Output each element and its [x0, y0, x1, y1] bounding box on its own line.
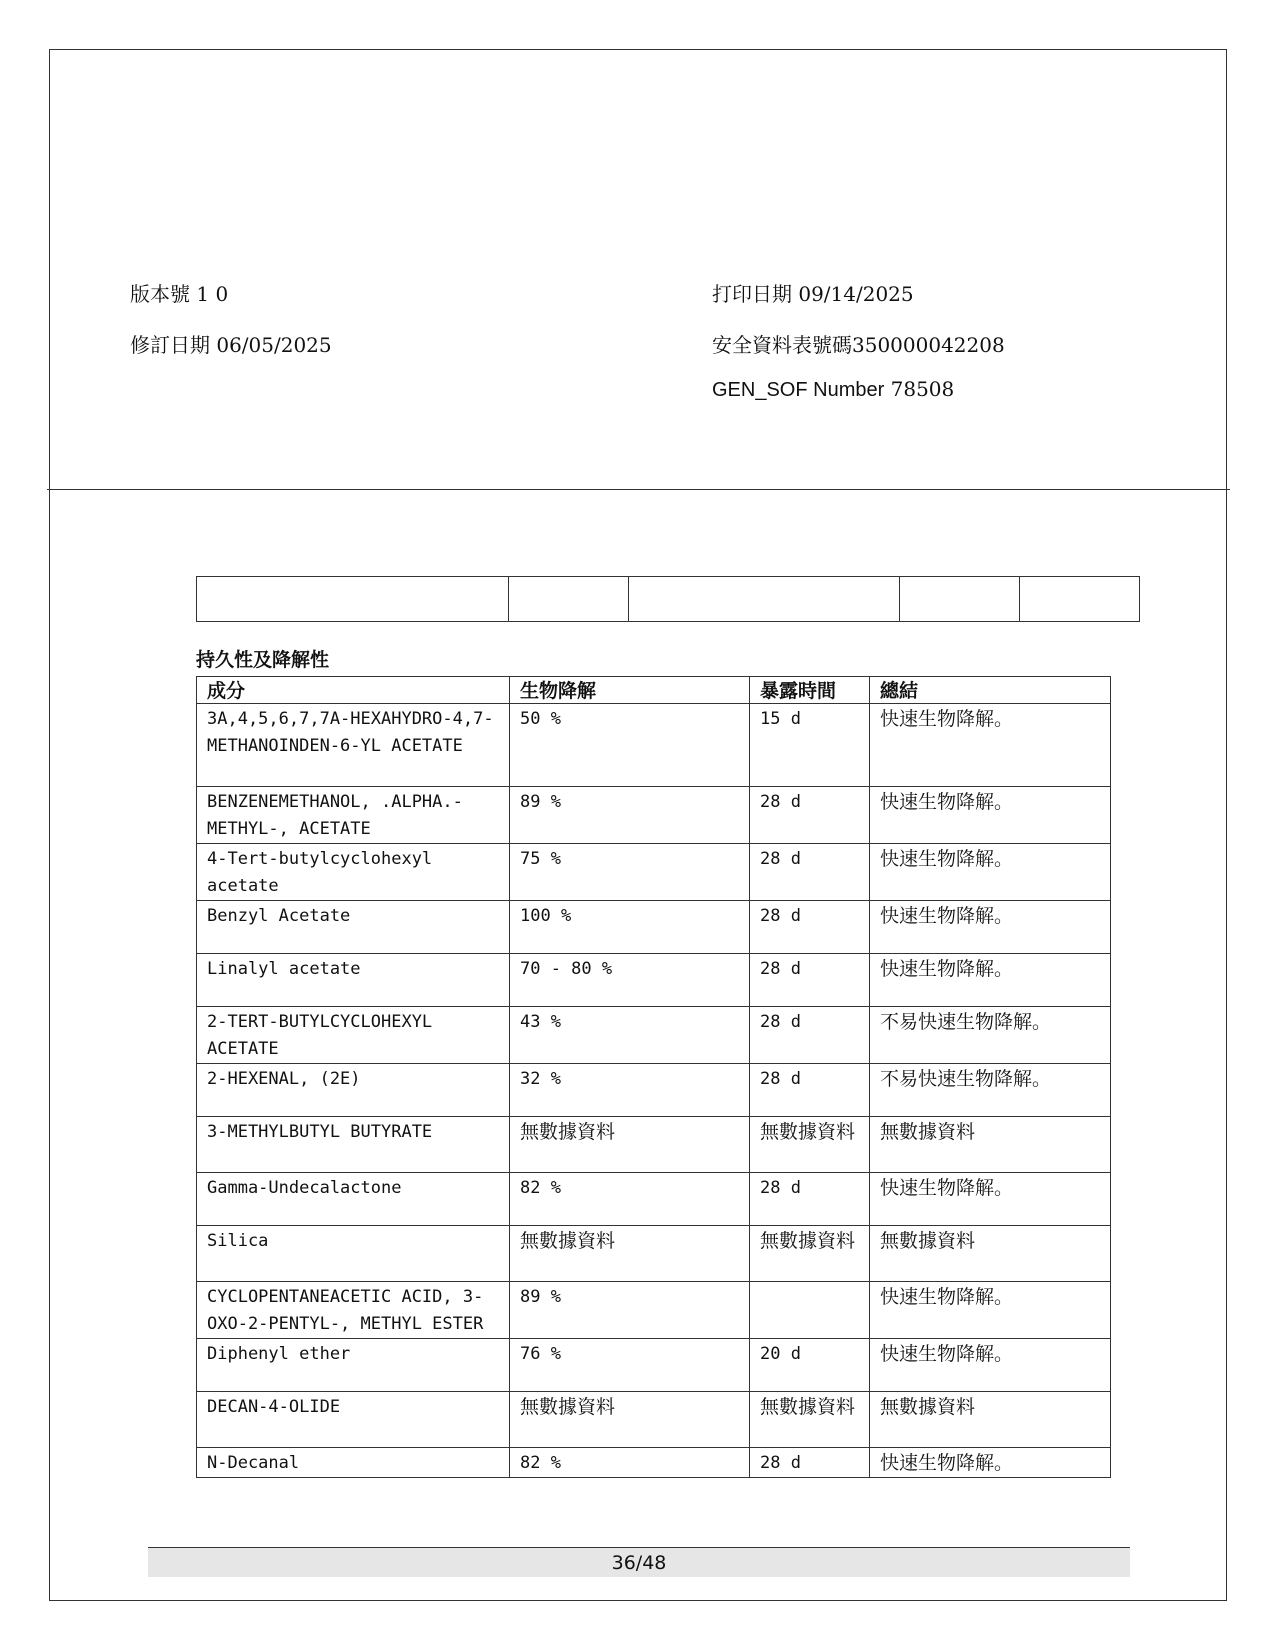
print-date-line: [712, 282, 914, 306]
exposure-cell: 28 d: [750, 1448, 870, 1478]
component-cell: BENZENEMETHANOL, .ALPHA.-METHYL-, ACETATE: [197, 787, 510, 844]
sds-number-line: [712, 333, 1005, 357]
component-cell: Silica: [197, 1226, 510, 1282]
table-row: [197, 901, 1111, 954]
column-header-component: 成分: [197, 677, 510, 704]
biodegradation-cell: 82 %: [510, 1448, 750, 1478]
biodegradation-cell: 75 %: [510, 844, 750, 901]
biodegradation-cell: 43 %: [510, 1007, 750, 1064]
summary-cell: 快速生物降解。: [870, 844, 1111, 901]
summary-cell: 快速生物降解。: [870, 954, 1111, 1007]
exposure-cell: 28 d: [750, 901, 870, 954]
gen-sof-label: GEN_SOF Number: [712, 379, 885, 401]
exposure-cell: 28 d: [750, 954, 870, 1007]
biodegradation-cell: 70 - 80 %: [510, 954, 750, 1007]
exposure-cell: 28 d: [750, 844, 870, 901]
exposure-cell: 無數據資料: [750, 1392, 870, 1448]
header-divider: [47, 489, 1230, 490]
biodegradation-cell: 89 %: [510, 1282, 750, 1339]
biodegradation-cell: 100 %: [510, 901, 750, 954]
empty-cell: [197, 577, 509, 622]
summary-cell: 快速生物降解。: [870, 1173, 1111, 1226]
component-cell: 2-TERT-BUTYLCYCLOHEXYL ACETATE: [197, 1007, 510, 1064]
summary-cell: 無數據資料: [870, 1117, 1111, 1173]
summary-cell: 無數據資料: [870, 1226, 1111, 1282]
exposure-cell: 28 d: [750, 1064, 870, 1117]
component-cell: Benzyl Acetate: [197, 901, 510, 954]
empty-cell: [629, 577, 899, 622]
component-cell: N-Decanal: [197, 1448, 510, 1478]
page-number: 36/48: [611, 1552, 667, 1574]
biodegradation-cell: 89 %: [510, 787, 750, 844]
summary-cell: 快速生物降解。: [870, 901, 1111, 954]
table-row: [197, 1117, 1111, 1173]
table-row: [197, 1226, 1111, 1282]
component-cell: 4-Tert-butylcyclohexyl acetate: [197, 844, 510, 901]
component-cell: Diphenyl ether: [197, 1339, 510, 1392]
print-date-label: 打印日期: [712, 282, 792, 306]
biodegradation-table: [196, 676, 1111, 1478]
biodegradation-cell: 50 %: [510, 704, 750, 787]
biodegradation-cell: 82 %: [510, 1173, 750, 1226]
table-row: [197, 954, 1111, 1007]
table-row: [197, 1007, 1111, 1064]
column-header-summary: 總結: [870, 677, 1111, 704]
empty-cell: [899, 577, 1019, 622]
table-header-row: [197, 677, 1111, 704]
table-row: [197, 1448, 1111, 1478]
empty-table-row: [196, 576, 1140, 622]
table-row: [197, 1282, 1111, 1339]
summary-cell: 不易快速生物降解。: [870, 1064, 1111, 1117]
summary-cell: 快速生物降解。: [870, 1448, 1111, 1478]
biodegradation-cell: 32 %: [510, 1064, 750, 1117]
summary-cell: 不易快速生物降解。: [870, 1007, 1111, 1064]
column-header-exposure: 暴露時間: [750, 677, 870, 704]
table-row: [197, 704, 1111, 787]
exposure-cell: 28 d: [750, 1173, 870, 1226]
table-row: [197, 1339, 1111, 1392]
gen-sof-value: 78508: [890, 377, 955, 401]
component-cell: Gamma-Undecalactone: [197, 1173, 510, 1226]
revision-date-value: 06/05/2025: [216, 333, 332, 357]
table-row: [197, 1064, 1111, 1117]
component-cell: 3A,4,5,6,7,7A-HEXAHYDRO-4,7-METHANOINDEN-6-YL ACETATE: [197, 704, 510, 787]
print-date-value: 09/14/2025: [798, 282, 914, 306]
column-header-biodegradation: 生物降解: [510, 677, 750, 704]
section-title: 持久性及降解性: [196, 649, 330, 671]
component-cell: 3-METHYLBUTYL BUTYRATE: [197, 1117, 510, 1173]
table-row: [197, 844, 1111, 901]
summary-cell: 快速生物降解。: [870, 1339, 1111, 1392]
summary-cell: 快速生物降解。: [870, 704, 1111, 787]
empty-cell: [1019, 577, 1139, 622]
table-row: [197, 1173, 1111, 1226]
exposure-cell: [750, 1282, 870, 1339]
exposure-cell: 28 d: [750, 1007, 870, 1064]
summary-cell: 快速生物降解。: [870, 787, 1111, 844]
component-cell: CYCLOPENTANEACETIC ACID, 3-OXO-2-PENTYL-, METHYL ESTER: [197, 1282, 510, 1339]
exposure-cell: 無數據資料: [750, 1226, 870, 1282]
empty-cell: [509, 577, 629, 622]
version-value: 1 0: [196, 282, 229, 306]
component-cell: 2-HEXENAL, (2E): [197, 1064, 510, 1117]
component-cell: Linalyl acetate: [197, 954, 510, 1007]
summary-cell: 無數據資料: [870, 1392, 1111, 1448]
revision-date-line: [130, 333, 332, 357]
sds-number-label: 安全資料表號碼: [712, 333, 852, 357]
biodegradation-cell: 無數據資料: [510, 1392, 750, 1448]
table-row: [197, 1392, 1111, 1448]
exposure-cell: 20 d: [750, 1339, 870, 1392]
component-cell: DECAN-4-OLIDE: [197, 1392, 510, 1448]
sds-number-value: 350000042208: [852, 333, 1005, 357]
biodegradation-cell: 無數據資料: [510, 1226, 750, 1282]
biodegradation-cell: 無數據資料: [510, 1117, 750, 1173]
revision-date-label: 修訂日期: [130, 333, 210, 357]
table-row: [197, 787, 1111, 844]
gen-sof-line: [712, 377, 954, 402]
page-number-footer: [148, 1547, 1130, 1577]
exposure-cell: 無數據資料: [750, 1117, 870, 1173]
version-label: 版本號: [130, 282, 190, 306]
exposure-cell: 28 d: [750, 787, 870, 844]
exposure-cell: 15 d: [750, 704, 870, 787]
version-line: [130, 282, 228, 306]
biodegradation-cell: 76 %: [510, 1339, 750, 1392]
summary-cell: 快速生物降解。: [870, 1282, 1111, 1339]
